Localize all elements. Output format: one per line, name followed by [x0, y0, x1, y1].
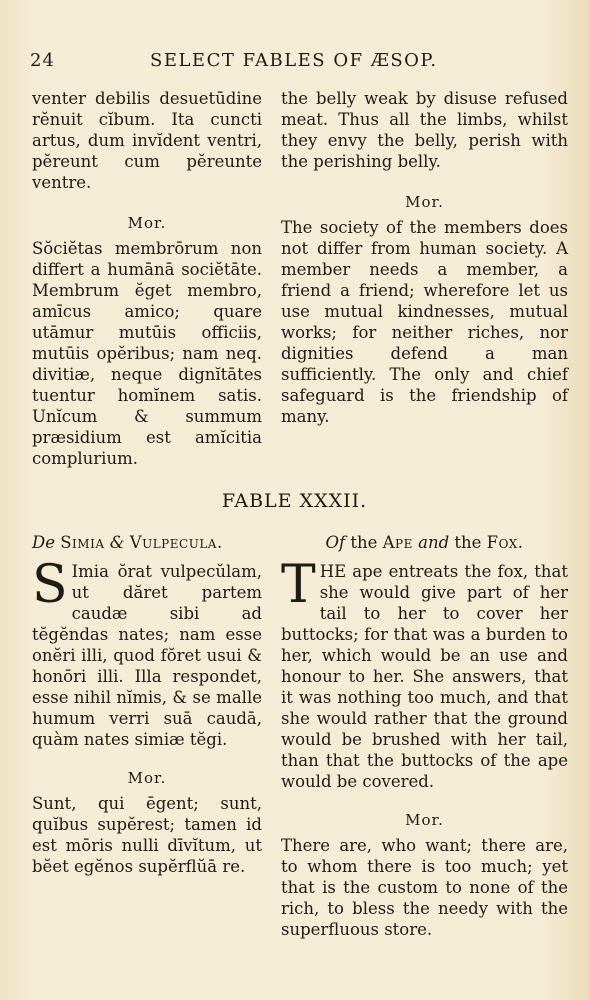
latin-fable-moral-label: Mor. [127, 769, 167, 787]
latin-dropcap: S [32, 555, 68, 615]
latin-moral-label: Mor. [127, 214, 167, 232]
english-fable-text: HE ape entreats the fox, that she would give part of her tail to her to cover her buttocks; for that was a burden to her, which would be an use and honour to her. She answers, that it was nothing too much, and that she would rather that the ground would be brushed with her tail, than that the buttocks of the ape would be covered. [281, 562, 568, 791]
english-dropcap: T [281, 555, 316, 615]
english-subtitle-the: the [350, 533, 378, 552]
english-fable-moral-label: Mor. [405, 811, 444, 829]
page-number: 24 [30, 50, 55, 71]
latin-column-fable [32, 532, 262, 877]
latin-moral-text: Sŏciĕtas membrōrum non differt a humānā sociĕtāte. Membrum ĕget membro, amīcus amico; quare utāmur mutūis officiis, mutūis opĕribus; nam neq. divitiæ, neque dignĭtātes tuentur homĭnem satis. Unĭcum & summum præsidium est amĭcitia complurium. [32, 239, 262, 468]
latin-fable-moral-text: Sunt, qui ēgent; sunt, quĭbus supĕrest; tamen id est mōris nulli dīvĭtum, ut bĕet egĕnos supĕrflŭā re. [32, 794, 262, 876]
latin-subtitle-vulpecula: Vulpecula. [129, 533, 223, 552]
fable-title: FABLE XXXII. [221, 490, 368, 512]
english-column-fable [281, 532, 568, 940]
latin-subtitle [32, 532, 262, 553]
latin-subtitle-amp: & [109, 533, 125, 552]
english-subtitle-ape: Ape [382, 533, 413, 552]
page-header [30, 50, 560, 80]
english-column-upper [281, 88, 568, 427]
running-title: SELECT FABLES OF ÆSOP. [150, 50, 438, 71]
english-subtitle-of: Of [325, 533, 346, 552]
latin-paragraph: venter debilis desuetūdine rĕnuit cĭbum. Ita cuncti artus, dum invĭdent ventri, pĕreunt cum pĕreunte ventre. [32, 89, 262, 192]
latin-fable-text: Imia ŏrat vulpecŭlam, ut dăret partem caudæ sibi ad tĕgĕndas nates; nam esse onĕri illi, quod fŏret usui & honōri illi. Illa respondet, esse nihil nĭmis, & se malle humum verri suā caudā, quàm nates simiæ tĕgi. [32, 562, 262, 749]
latin-column-upper [32, 88, 262, 469]
english-fable-moral-text: There are, who want; there are, to whom there is too much; yet that is the custom to none of the rich, to bless the needy with the superfluous store. [281, 836, 568, 939]
english-moral-text: The society of the members does not differ from human society. A member needs a member, a friend a friend; wherefore let us use mutual kindnesses, mutual works; for neither riches, nor dignities defend a man sufficiently. The only and chief safeguard is the friendship of many. [281, 218, 568, 426]
latin-subtitle-simia: Simia [60, 533, 105, 552]
english-subtitle-fox: Fox. [486, 533, 524, 552]
english-moral-label: Mor. [405, 193, 444, 211]
latin-subtitle-de: De [32, 533, 55, 552]
english-subtitle-the-2: the [454, 533, 482, 552]
latin-fable-paragraph [32, 555, 262, 750]
english-fable-paragraph [281, 555, 568, 792]
english-subtitle-and: and [418, 533, 450, 552]
english-paragraph: the belly weak by disuse refused meat. Thus all the limbs, whilst they envy the belly, perish with the perishing belly. [281, 89, 568, 171]
english-subtitle [281, 532, 568, 553]
